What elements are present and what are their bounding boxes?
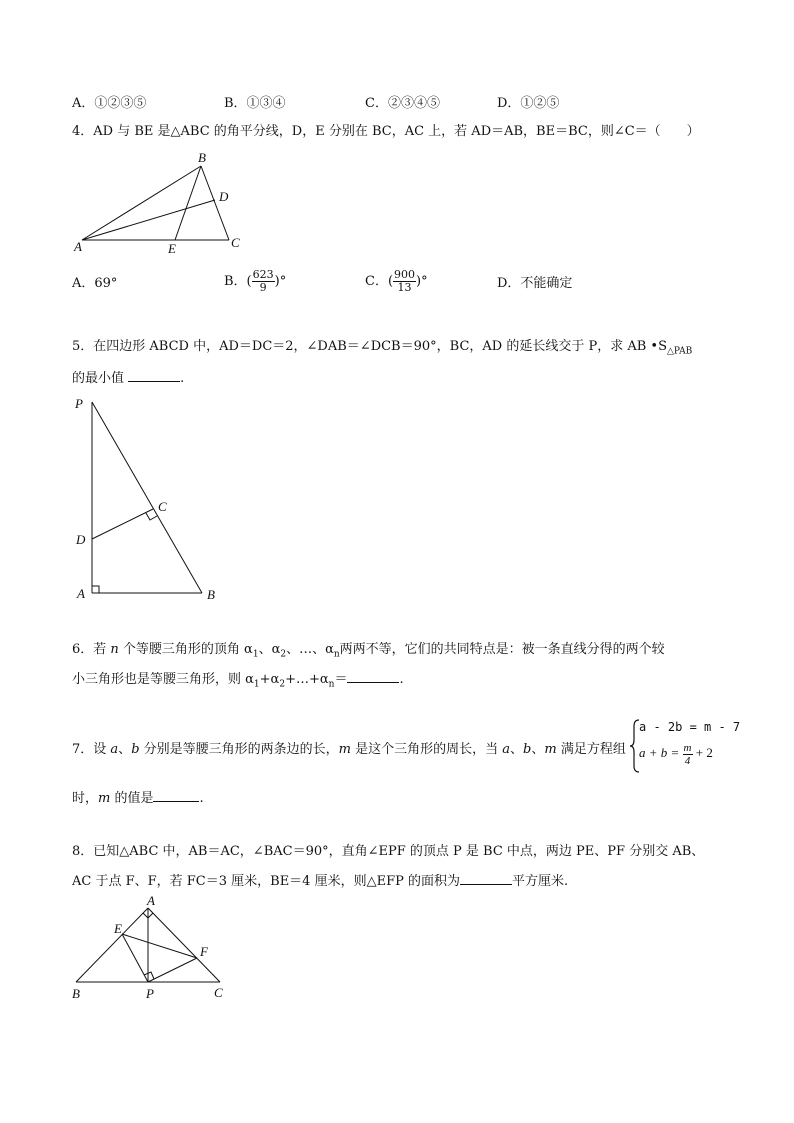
q7-sep2: 、	[510, 742, 524, 757]
segment-ac	[148, 908, 220, 982]
label-a: A	[77, 586, 85, 601]
q7-period: .	[199, 791, 204, 806]
opt-b-numerator: 623	[252, 268, 274, 281]
label-c: C	[231, 235, 240, 250]
opt-c-denominator: 13	[397, 281, 412, 294]
opt-b-prefix: B．(	[224, 274, 252, 289]
q6-sum-sub-n: n	[328, 679, 335, 690]
q7-text-g: 时，	[72, 791, 99, 806]
segment-ad	[82, 200, 215, 240]
label-d: D	[76, 532, 86, 547]
q5-line1-text: 5．在四边形 ABCD 中，AD＝DC＝2，∠DAB＝∠DCB＝90°，BC，AD 的延长线交于 P，求 AB •S	[72, 339, 667, 354]
q3-option-b: B．①③④	[224, 96, 286, 111]
q6-equals: ＝	[334, 672, 348, 687]
q7-eq2-left: a + b =	[639, 745, 683, 760]
label-e: E	[114, 921, 122, 936]
opt-c-suffix: )°	[416, 274, 428, 289]
q7-var-m: m	[338, 742, 351, 757]
q6-line2	[72, 669, 404, 694]
q7-answer-blank[interactable]	[153, 788, 199, 802]
q8-line2-prefix: AC 于点 F、F，若 FC＝3 厘米，BE＝4 厘米，则△EFP 的面积为	[72, 874, 460, 889]
q6-sub-n: n	[333, 649, 340, 660]
q4-option-d: D．不能确定	[497, 276, 573, 291]
label-d: D	[219, 189, 229, 204]
q7-var-b: b	[131, 742, 140, 757]
q5-answer-blank[interactable]	[128, 368, 180, 382]
q6-sum-sub-1: 1	[253, 679, 260, 690]
q7-sep: 、	[118, 742, 132, 757]
q6-var-n: n	[110, 642, 119, 657]
q5-line1	[72, 338, 692, 361]
q6-text-d: 小三角形也是等腰三角形，则 α	[72, 672, 254, 687]
q3-option-d: D．①②⑤	[497, 96, 560, 111]
q3-option-c: C．②③④⑤	[365, 96, 440, 111]
opt-b-denominator: 9	[259, 281, 267, 294]
q7-var-a2: a	[502, 742, 511, 757]
right-angle-c	[146, 513, 157, 520]
label-a: A	[147, 893, 155, 908]
q8-line2	[72, 871, 568, 891]
q7-eq2-fraction	[683, 742, 693, 767]
opt-b-fraction	[252, 269, 275, 294]
q7-text-c: 是这个三角形的周长，当	[350, 742, 503, 757]
label-p: P	[146, 986, 154, 1001]
q7-text-f: 满足方程组	[556, 742, 626, 757]
q6-text-b: 个等腰三角形的顶角 α	[118, 642, 253, 657]
q7-line2	[72, 788, 204, 808]
q6-text-c: 两两不等，它们的共同特点是：被一条直线分得的两个较	[339, 642, 665, 657]
q7-text-b: 分别是等腰三角形的两条边的长，	[139, 742, 339, 757]
q7-var-m3: m	[98, 791, 111, 806]
q4-option-a: A．69°	[72, 276, 118, 291]
q6-period: .	[399, 672, 404, 687]
q3-option-a: A．①②③⑤	[72, 96, 147, 111]
q7-eq2-right: + 2	[692, 745, 713, 760]
segment-pb	[92, 402, 202, 593]
q4-option-b	[224, 266, 286, 298]
segment-pf	[148, 958, 197, 982]
q4-stem: 4．AD 与 BE 是△ABC 的角平分线，D，E 分别在 BC，AC 上，若 AD＝AB，BE＝BC，则∠C＝（ ）	[72, 124, 700, 139]
opt-c-numerator: 900	[394, 268, 416, 281]
q7-text-a: 7．设	[72, 742, 111, 757]
label-b: B	[207, 587, 215, 602]
q7-line1	[72, 741, 626, 759]
q6-sum-sub-2: 2	[279, 679, 286, 690]
q5-line2-prefix: 的最小值	[72, 371, 125, 386]
q5-line2-suffix: .	[180, 371, 185, 386]
label-p: P	[75, 396, 83, 411]
q6-sep-1: 、α	[258, 642, 281, 657]
q5-quadrilateral-figure	[72, 392, 232, 607]
label-c: C	[158, 499, 167, 514]
q6-sep-2: 、…、α	[286, 642, 334, 657]
q6-text-a: 6．若	[72, 642, 111, 657]
q7-var-a: a	[110, 742, 119, 757]
segment-ab	[76, 908, 148, 982]
segment-dc	[92, 509, 153, 539]
label-b: B	[72, 986, 80, 1001]
q7-eq2-denominator: 4	[684, 754, 691, 767]
q7-eq2-numerator: m	[683, 741, 692, 754]
opt-c-fraction	[393, 269, 416, 294]
q6-answer-blank[interactable]	[347, 669, 399, 683]
q7-var-m2: m	[544, 742, 557, 757]
q5-subscript: △PAB	[667, 346, 693, 357]
label-c: C	[214, 985, 223, 1000]
q6-sub-1: 1	[252, 649, 259, 660]
q8-line1: 8．已知△ABC 中，AB＝AC，∠BAC＝90°，直角∠EPF 的顶点 P 是 BC 中点，两边 PE、PF 分别交 AB、	[72, 844, 705, 859]
q7-equation-2	[639, 738, 713, 768]
label-f: F	[200, 944, 208, 959]
segment-ab	[82, 166, 201, 240]
label-e: E	[168, 241, 176, 256]
q4-triangle-figure	[68, 150, 258, 260]
opt-c-prefix: C．(	[365, 274, 394, 289]
q4-option-c	[365, 266, 428, 298]
q6-line1	[72, 641, 665, 664]
label-a: A	[74, 239, 82, 254]
q8-triangle-figure	[66, 892, 236, 1004]
q8-answer-blank[interactable]	[460, 871, 512, 885]
q7-sep3: 、	[531, 742, 545, 757]
q7-var-b2: b	[523, 742, 532, 757]
right-angle-a	[92, 586, 99, 593]
q8-line2-suffix: 平方厘米.	[511, 874, 569, 889]
q7-text-h: 的值是	[110, 791, 154, 806]
q5-line2	[72, 368, 184, 388]
q6-sub-2: 2	[280, 649, 287, 660]
opt-b-suffix: )°	[274, 274, 287, 289]
q6-plus-1: +α	[259, 672, 280, 687]
q7-equation-1: a - 2b = m - 7	[639, 720, 741, 734]
segment-be	[175, 166, 201, 240]
q6-plus-2: +…+α	[285, 672, 329, 687]
label-b: B	[198, 150, 206, 165]
